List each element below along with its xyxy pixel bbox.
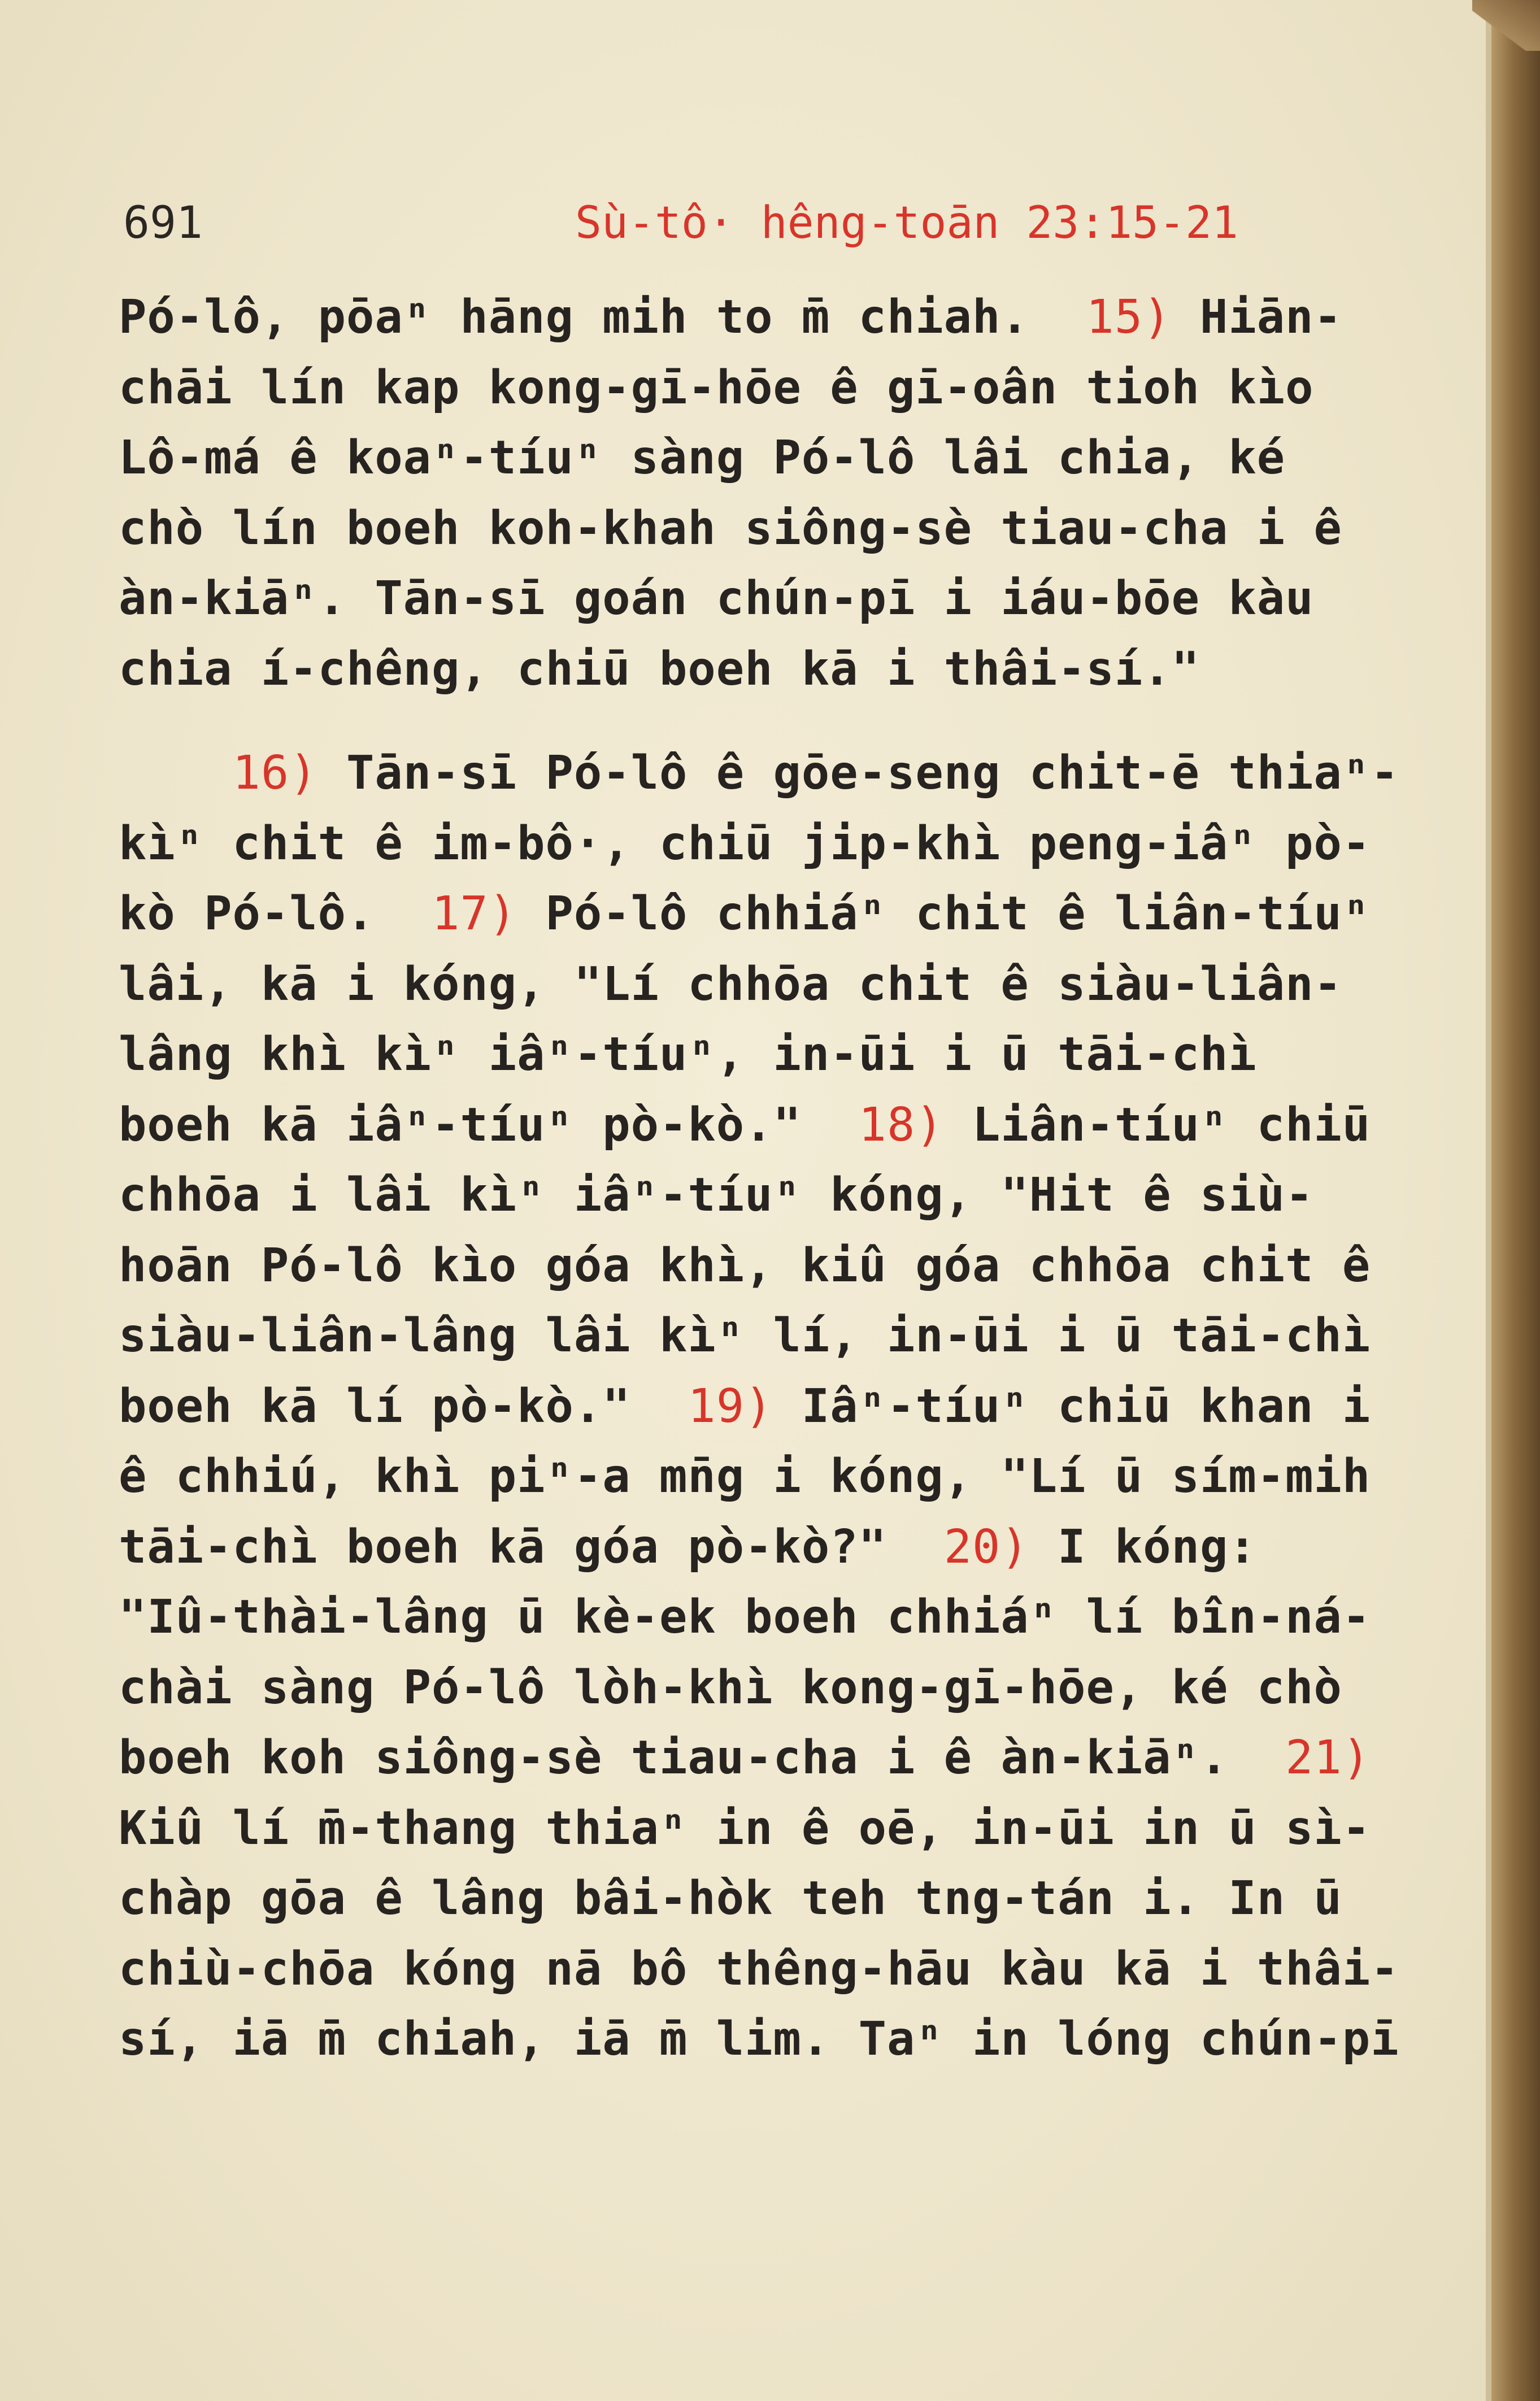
text-line: chāi lín kap kong-gī-hōe ê gī-oân tioh kìo — [119, 360, 1314, 415]
text-span: Pó-lô chhiáⁿ chit ê liân-tíuⁿ — [517, 887, 1371, 941]
text-line — [119, 1723, 1418, 1794]
running-title: Sù-tô· hêng-toān 23:15-21 — [575, 198, 1238, 249]
text-span: boeh kā iâⁿ-tíuⁿ pò-kò." — [119, 1098, 859, 1152]
page-number: 691 — [123, 198, 203, 249]
text-line — [119, 1512, 1418, 1583]
text-line: siàu-liân-lâng lâi kìⁿ lí, in-ūi i ū tāi-chì — [119, 1309, 1371, 1363]
text-line: chhōa i lâi kìⁿ iâⁿ-tíuⁿ kóng, "Hit ê siù- — [119, 1168, 1314, 1222]
text-line: Lô-má ê koaⁿ-tíuⁿ sàng Pó-lô lâi chia, ké — [119, 431, 1286, 485]
text-line: chàp gōa ê lâng bâi-hòk teh tng-tán i. In ū — [119, 1872, 1342, 1925]
text-line: hoān Pó-lô kìo góa khì, kiû góa chhōa chit ê — [119, 1238, 1371, 1293]
text-line: lâi, kā i kóng, "Lí chhōa chit ê siàu-liân- — [119, 957, 1342, 1011]
text-line — [119, 1372, 1418, 1442]
text-span: tāi-chì boeh kā góa pò-kò?" — [119, 1520, 944, 1574]
text-span: Liân-tíuⁿ chiū — [943, 1098, 1371, 1152]
page-corner — [1472, 0, 1540, 51]
verse-number: 17) — [432, 887, 517, 941]
text-line: chò lín boeh koh-khah siông-sè tiau-cha i ê — [119, 501, 1342, 555]
text-line: sí, iā m̄ chiah, iā m̄ lim. Taⁿ in lóng chún-pī — [119, 2012, 1399, 2066]
verse-number: 20) — [943, 1520, 1029, 1574]
text-line — [119, 1090, 1418, 1161]
verse-number: 16) — [232, 746, 318, 800]
text-line: ê chhiú, khì piⁿ-a mn̄g i kóng, "Lí ū sím-mih — [119, 1450, 1371, 1503]
text-span: boeh koh siông-sè tiau-cha i ê àn-kiāⁿ. — [119, 1731, 1286, 1785]
body-text — [119, 282, 1418, 2075]
text-line — [119, 282, 1418, 353]
text-span: Hiān- — [1171, 290, 1342, 344]
text-line: Kiû lí m̄-thang thiaⁿ in ê oē, in-ūi in ū sì- — [119, 1801, 1371, 1855]
verse-number: 18) — [858, 1098, 944, 1152]
text-span: Pó-lô, pōaⁿ hāng mih to m̄ chiah. — [119, 290, 1086, 344]
text-line: lâng khì kìⁿ iâⁿ-tíuⁿ, in-ūi i ū tāi-chì — [119, 1028, 1257, 1081]
text-line: àn-kiāⁿ. Tān-sī goán chún-pī i iáu-bōe kàu — [119, 572, 1314, 625]
verse-number: 15) — [1086, 290, 1172, 344]
text-span: boeh kā lí pò-kò." — [119, 1379, 688, 1433]
book-binding-edge — [1491, 0, 1540, 2401]
text-line: chia í-chêng, chiū boeh kā i thâi-sí." — [119, 642, 1200, 696]
page-header — [123, 192, 1310, 254]
text-line: kìⁿ chit ê im-bô·, chiū jip-khì peng-iâⁿ pò- — [119, 816, 1371, 871]
text-line: chiù-chōa kóng nā bô thêng-hāu kàu kā i thâi- — [119, 1942, 1399, 1996]
text-line — [119, 738, 1418, 809]
text-span: Tān-sī Pó-lô ê gōe-seng chit-ē thiaⁿ- — [317, 746, 1399, 800]
text-line: chài sàng Pó-lô lòh-khì kong-gī-hōe, ké chò — [119, 1660, 1342, 1715]
text-span: kò Pó-lô. — [119, 887, 432, 941]
text-span: Iâⁿ-tíuⁿ chiū khan i — [773, 1379, 1371, 1433]
verse-number: 21) — [1285, 1731, 1371, 1785]
text-line — [119, 879, 1418, 950]
paragraph-gap — [119, 704, 1418, 738]
verse-number: 19) — [688, 1379, 773, 1433]
text-line: "Iû-thài-lâng ū kè-ek boeh chhiáⁿ lí bîn-ná- — [119, 1590, 1371, 1644]
text-span: I kóng: — [1029, 1520, 1257, 1574]
